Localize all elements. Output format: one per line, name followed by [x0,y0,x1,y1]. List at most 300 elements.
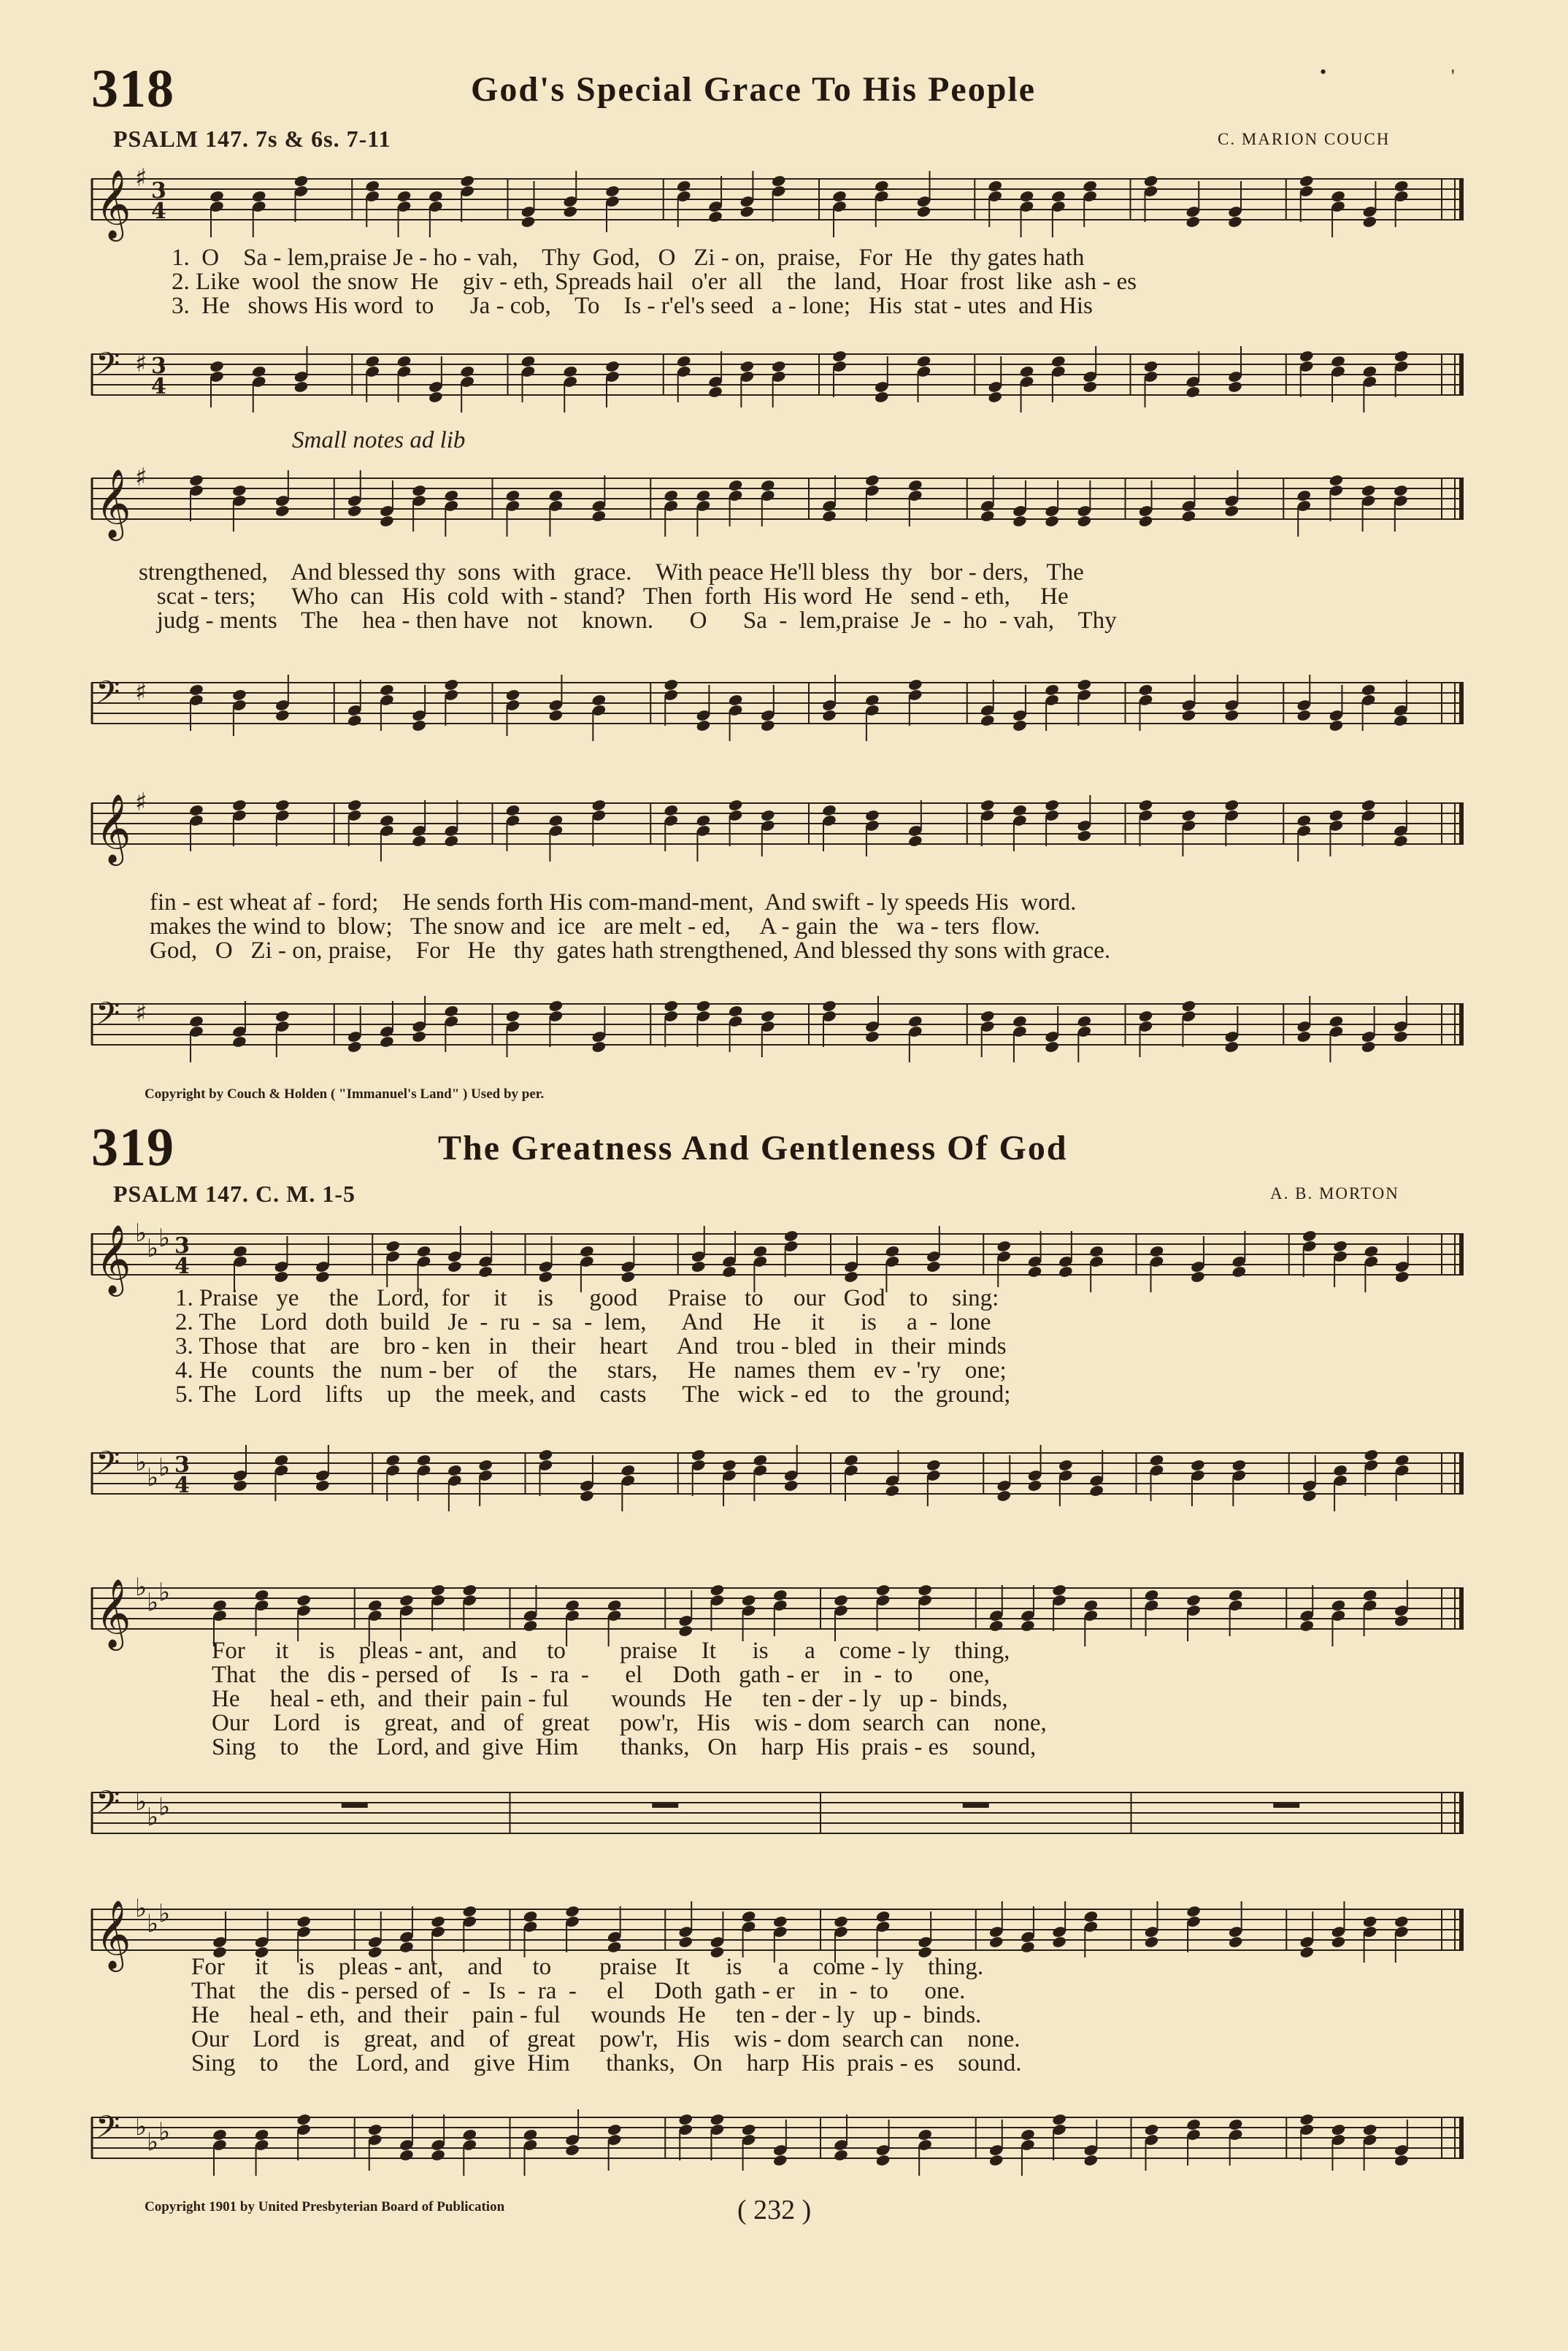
note-head-icon [620,1270,636,1284]
note-head-icon [875,2154,891,2167]
flat-icon: ♭ [135,1448,147,1477]
time-signature-top: 3 [174,1452,190,1478]
note-head-icon [783,1479,799,1492]
note-head-icon [1299,350,1314,363]
note-head-icon [1296,489,1312,502]
note-head-icon [1185,1594,1201,1607]
lyric-line: fin - est wheat af - ford; He sends forth His com-mand-ment, And swift - ly speeds His word. [150,889,1077,916]
note-head-icon [1302,1230,1317,1243]
note-head-icon [696,1000,711,1013]
note-head-icon [1144,1936,1159,1949]
note-head-icon [564,2144,580,2157]
note-head-icon [833,1915,848,1928]
note-head-icon [505,804,520,817]
note-head-icon [416,1245,431,1258]
whole-rest-icon [342,1803,368,1808]
note-head-icon [1224,1040,1240,1054]
note-head-icon [579,1489,594,1503]
lyric-line: For it is pleas - ant, and to praise It is a come - ly thing. [191,1954,984,1980]
note-head-icon [188,1015,204,1028]
note-head-icon [274,709,290,722]
composer: A. B. MORTON [1270,1184,1399,1203]
treble-clef-icon: 𝄞 [96,1224,131,1294]
note-head-icon [1299,1946,1315,1959]
lyric-line: He heal - eth, and their pain - ful wounds He ten - der - ly up - binds. [191,2002,982,2028]
note-head-icon [988,180,1003,193]
note-head-icon [1296,1030,1312,1043]
note-head-icon [1089,1245,1104,1258]
note-head-icon [1330,355,1345,368]
note-head-icon [293,380,309,394]
lyric-line: He heal - eth, and their pain - ful wounds He ten - der - ly up - binds, [212,1686,1008,1712]
note-head-icon [296,2113,311,2126]
note-head-icon [462,1905,477,1918]
note-head-icon [1058,1265,1073,1278]
note-head-icon [1077,829,1092,843]
note-head-icon [926,1260,941,1273]
note-head-icon [365,355,380,368]
note-head-icon [251,190,266,203]
note-head-icon [188,804,204,817]
note-head-icon [831,190,847,203]
note-head-icon [444,1005,459,1018]
note-head-icon [1331,1936,1346,1949]
treble-staff [91,463,1464,538]
note-head-icon [444,835,459,848]
note-head-icon [447,1260,462,1273]
note-head-icon [1181,809,1196,822]
note-head-icon [1394,1270,1410,1284]
note-head-icon [721,1265,737,1278]
note-head-icon [1185,386,1201,399]
note-head-icon [753,1454,768,1467]
note-head-icon [1394,1614,1409,1627]
note-head-icon [980,510,995,523]
note-head-icon [707,386,723,399]
note-head-icon [691,1449,706,1462]
note-head-icon [548,709,564,722]
sharp-icon: ♯ [135,678,147,707]
note-head-icon [209,360,224,373]
note-head-icon [864,694,880,707]
flat-icon: ♭ [135,1894,147,1923]
note-head-icon [212,2128,227,2141]
note-head-icon [315,1479,330,1492]
lyrics-verses [172,246,1137,318]
note-head-icon [1020,1619,1035,1633]
note-head-icon [760,479,775,492]
bass-staff [91,1442,1464,1508]
note-head-icon [462,1584,477,1597]
lyric-line: scat - ters; Who can His cold with - stand? Then forth His word He send - eth, He [139,583,1069,610]
note-head-icon [564,1905,580,1918]
note-head-icon [1299,2113,1315,2126]
note-head-icon [1077,515,1092,528]
note-head-icon [1361,799,1376,812]
note-head-icon [728,799,743,812]
lyric-line: Sing to the Lord, and give Him thanks, On harp His prais - es sound, [212,1734,1037,1760]
note-head-icon [460,365,475,378]
lyrics-verses [175,1286,1010,1407]
note-head-icon [254,2128,269,2141]
note-head-icon [1044,683,1059,697]
note-head-icon [1332,1464,1348,1477]
note-head-icon [591,799,607,812]
flat-icon: ♭ [147,1463,159,1492]
note-head-icon [385,1240,401,1253]
note-head-icon [710,2113,725,2126]
treble-staff [91,1219,1464,1294]
note-head-icon [447,1464,462,1477]
note-head-icon [1224,799,1240,812]
note-head-icon [347,714,362,727]
flat-icon: ♭ [147,1234,159,1263]
note-head-icon [1231,1459,1247,1472]
sharp-icon: ♯ [135,788,147,817]
time-signature-top: 3 [174,1233,190,1259]
flat-icon: ♭ [158,1224,171,1253]
note-head-icon [1083,2154,1099,2167]
note-head-icon [1019,365,1034,378]
treble-clef-icon: 𝄞 [96,169,131,239]
note-head-icon [1077,678,1092,691]
note-head-icon [664,1000,679,1013]
note-head-icon [1138,799,1153,812]
note-head-icon [231,1035,247,1048]
lyric-line: 3. He shows His word to Ja - cob, To Is - r'el's seed a - lone; His stat - utes and His [172,293,1093,319]
note-head-icon [591,694,607,707]
note-head-icon [843,1270,858,1284]
performance-note: Small notes ad lib [292,427,466,453]
whole-rest-icon [963,1803,989,1808]
note-head-icon [209,190,224,203]
note-head-icon [1181,510,1196,523]
note-head-icon [741,1910,756,1923]
note-head-icon [760,719,775,732]
note-head-icon [1394,180,1409,193]
note-head-icon [1144,1589,1159,1602]
treble-staff [91,1573,1464,1648]
note-head-icon [821,709,837,722]
note-head-icon [523,2128,538,2141]
note-head-icon [874,391,889,404]
ornament-mark: ' [1451,66,1455,87]
note-head-icon [1394,1454,1410,1467]
treble-staff [91,788,1464,863]
note-head-icon [478,1265,493,1278]
note-head-icon [721,1459,737,1472]
note-head-icon [996,1240,1012,1253]
psalm-reference: PSALM 147. 7s & 6s. 7-11 [113,126,391,152]
note-head-icon [1228,1936,1243,1949]
note-head-icon [1332,1240,1348,1253]
note-head-icon [678,2113,693,2126]
note-head-icon [1361,1040,1376,1054]
note-head-icon [385,1454,401,1467]
note-head-icon [367,2123,383,2136]
sharp-icon: ♯ [135,463,147,492]
note-head-icon [365,180,380,193]
note-head-icon [833,2149,848,2162]
note-head-icon [1329,1015,1344,1028]
note-head-icon [885,1484,900,1497]
lyrics-verses [191,1955,1021,2076]
sharp-icon: ♯ [135,164,147,193]
note-head-icon [864,809,880,822]
note-head-icon [771,360,786,373]
flat-icon: ♭ [158,2117,171,2147]
note-head-icon [1394,350,1409,363]
note-head-icon [1393,484,1408,497]
note-head-icon [1330,190,1345,203]
note-head-icon [664,489,679,502]
lyric-line: 2. The Lord doth build Je - ru - sa - lem, And He it is a - lone [175,1309,991,1335]
note-head-icon [1143,174,1158,188]
note-head-icon [607,1599,622,1612]
note-head-icon [917,1584,932,1597]
bass-clef-icon: 𝄢 [96,1784,120,1828]
time-signature-top: 3 [151,353,166,379]
note-head-icon [728,1005,743,1018]
sharp-icon: ♯ [135,999,147,1028]
lyric-line: judg - ments The hea - then have not known. O Sa - lem,praise Je - ho - vah, Thy [139,607,1117,634]
note-head-icon [548,814,564,827]
note-head-icon [760,1010,775,1023]
whole-rest-icon [1273,1803,1299,1808]
bass-clef-icon: 𝄢 [96,996,120,1040]
note-head-icon [821,1000,837,1013]
note-head-icon [1149,1245,1164,1258]
note-head-icon [1224,709,1240,722]
hymn-title: The Greatness And Gentleness Of God [438,1129,1068,1167]
note-head-icon [1329,719,1344,732]
note-head-icon [399,2149,414,2162]
note-head-icon [821,804,837,817]
hymn-title: God's Special Grace To His People [471,70,1037,109]
note-head-icon [399,1941,414,1954]
flat-icon: ♭ [158,1899,171,1928]
sharp-icon: ♯ [135,349,147,378]
note-head-icon [232,1479,247,1492]
note-head-icon [843,1454,858,1467]
lyric-line: 1. Praise ye the Lord, for it is good Praise to our God to sing: [175,1285,999,1311]
note-head-icon [831,350,847,363]
note-head-icon [833,1594,848,1607]
note-head-icon [1027,1479,1042,1492]
note-head-icon [676,355,691,368]
note-head-icon [411,719,426,732]
note-head-icon [231,799,247,812]
note-head-icon [1231,1265,1247,1278]
note-head-icon [505,689,520,702]
lyric-line: Sing to the Lord, and give Him thanks, On harp His prais - es sound. [191,2050,1022,2076]
flat-icon: ♭ [147,1803,159,1832]
lyric-line: 3. Those that are bro - ken in their heart And trou - bled in their minds [175,1333,1007,1359]
note-head-icon [579,1245,594,1258]
note-head-icon [1051,1584,1067,1597]
note-head-icon [379,814,394,827]
treble-clef-icon: 𝄞 [96,794,131,863]
note-head-icon [430,1915,445,1928]
lyric-line: 5. The Lord lifts up the meek, and casts The wick - ed to the ground; [175,1381,1011,1408]
treble-clef-icon: 𝄞 [96,469,131,538]
whole-rest-icon [652,1803,678,1808]
note-head-icon [1012,804,1027,817]
note-head-icon [564,1599,580,1612]
note-head-icon [1185,1905,1201,1918]
note-head-icon [604,360,620,373]
note-head-icon [885,1245,900,1258]
note-head-icon [520,215,536,229]
note-head-icon [1050,190,1066,203]
note-head-icon [753,1245,768,1258]
copyright-notice: Copyright 1901 by United Presbyterian Board of Publication [145,2199,505,2214]
time-signature-bottom: 4 [174,1473,190,1498]
note-head-icon [1027,1265,1042,1278]
note-head-icon [428,391,443,404]
treble-clef-icon: 𝄞 [96,1579,131,1648]
note-head-icon [760,809,775,822]
note-head-icon [293,174,309,188]
note-head-icon [607,2123,622,2136]
note-head-icon [1394,1915,1409,1928]
lyric-line: God, O Zi - on, praise, For He thy gates hath strengthened, And blessed thy sons with grace. [150,937,1111,964]
note-head-icon [1138,515,1153,528]
note-head-icon [607,1941,622,1954]
note-head-icon [274,799,290,812]
copyright-notice: Copyright by Couch & Holden ( "Immanuel's Land" ) Used by per. [145,1086,545,1102]
note-head-icon [916,205,931,218]
note-head-icon [739,205,755,218]
flat-icon: ♭ [135,1573,147,1602]
note-head-icon [696,814,711,827]
note-head-icon [347,799,362,812]
note-head-icon [523,1910,538,1923]
composer: C. MARION COUCH [1218,130,1391,148]
bass-staff [91,672,1464,737]
note-head-icon [1302,1489,1317,1503]
note-head-icon [1364,1245,1379,1258]
note-head-icon [1058,1459,1073,1472]
note-head-icon [1393,835,1408,848]
note-head-icon [1181,1000,1196,1013]
flat-icon: ♭ [135,2112,147,2141]
note-head-icon [1083,1599,1099,1612]
note-head-icon [988,1936,1004,1949]
note-head-icon [771,174,786,188]
note-head-icon [1299,1619,1315,1633]
note-head-icon [821,510,837,523]
note-head-icon [591,510,607,523]
note-head-icon [188,683,204,697]
note-head-icon [664,678,679,691]
note-head-icon [347,1040,362,1054]
note-head-icon [739,360,755,373]
note-head-icon [1019,190,1034,203]
note-head-icon [980,714,995,727]
note-head-icon [396,190,412,203]
note-head-icon [1362,1915,1377,1928]
note-head-icon [444,678,459,691]
flat-icon: ♭ [135,1787,147,1817]
time-signature-bottom: 4 [151,374,166,399]
note-head-icon [430,2149,445,2162]
note-head-icon [1393,714,1408,727]
flat-icon: ♭ [158,1453,171,1482]
time-signature-top: 3 [151,178,166,204]
note-head-icon [548,1000,564,1013]
note-head-icon [591,1040,607,1054]
hymn-number: 318 [91,59,174,119]
note-head-icon [676,180,691,193]
note-head-icon [548,489,564,502]
note-head-icon [875,1910,891,1923]
note-head-icon [772,1589,788,1602]
bass-clef-icon: 𝄢 [96,1445,120,1489]
note-head-icon [728,479,743,492]
note-head-icon [1083,1910,1099,1923]
note-head-icon [907,1015,923,1028]
note-head-icon [1299,174,1314,188]
note-head-icon [347,505,362,518]
hymn-number: 319 [91,1118,174,1178]
note-head-icon [1331,1599,1346,1612]
note-head-icon [864,474,880,487]
note-head-icon [1143,360,1158,373]
note-head-icon [538,1270,553,1284]
note-head-icon [399,1594,414,1607]
note-head-icon [664,804,679,817]
note-head-icon [231,689,247,702]
note-head-icon [1190,1459,1205,1472]
note-head-icon [1138,1010,1153,1023]
note-head-icon [1362,365,1377,378]
bass-staff [91,343,1464,409]
lyrics-verses [139,561,1117,633]
note-head-icon [875,1584,891,1597]
flat-icon: ♭ [158,1578,171,1607]
note-head-icon [907,835,923,848]
note-head-icon [1296,814,1312,827]
note-head-icon [505,1010,520,1023]
note-head-icon [538,1449,553,1462]
note-head-icon [396,355,412,368]
treble-clef-icon: 𝄞 [96,1900,131,1969]
note-head-icon [710,1584,725,1597]
note-head-icon [274,505,290,518]
note-head-icon [254,1589,269,1602]
lyric-line: Our Lord is great, and of great pow'r, His wis - dom search can none. [191,2026,1021,2052]
note-head-icon [274,1270,289,1284]
note-head-icon [1362,215,1377,229]
lyric-line: 2. Like wool the snow He giv - eth, Spreads hail o'er all the land, Hoar frost like ash - es [172,269,1137,295]
note-head-icon [741,2123,756,2136]
note-head-icon [678,1936,693,1949]
note-head-icon [678,1625,693,1638]
note-head-icon [1083,380,1098,394]
note-head-icon [1296,709,1312,722]
lyric-line: strengthened, And blessed thy sons with grace. With peace He'll bless thy bor - ders, The [139,559,1084,586]
note-head-icon [1393,1030,1408,1043]
note-head-icon [1044,1040,1059,1054]
flat-icon: ♭ [147,1588,159,1617]
note-head-icon [428,190,443,203]
note-head-icon [907,479,923,492]
lyric-line: 4. He counts the num - ber of the stars, He names them ev - 'ry one; [175,1357,1007,1384]
note-head-icon [1149,1454,1164,1467]
note-head-icon [1228,2118,1243,2131]
note-head-icon [1044,515,1059,528]
